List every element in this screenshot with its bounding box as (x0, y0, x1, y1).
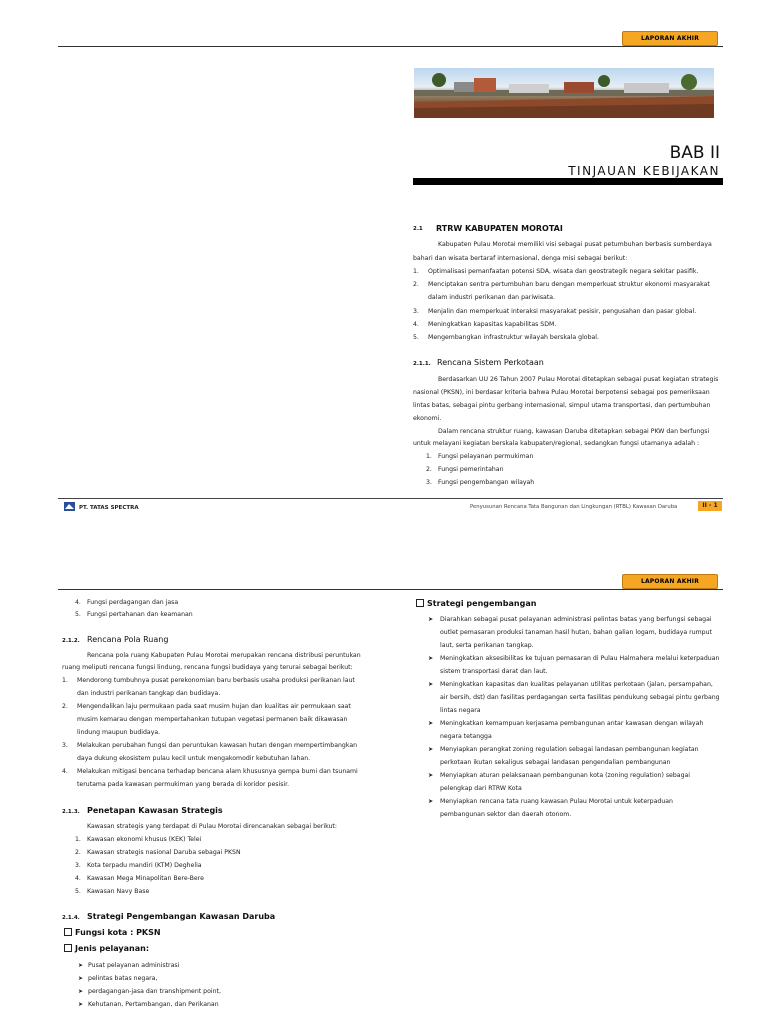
strategy-line: Diarahkan sebagai pusat pelayanan administrasi pelintas batas yang berfungsi sebagai (440, 616, 712, 623)
list-item: lindung maupun budidaya. (77, 729, 161, 736)
paragraph-line: nasional (PKSN), ini berdasar kriteria bahwa Pulau Morotai berpotensi sebagai pos pemeriksaan (413, 389, 710, 396)
strategy-line: Menyiapkan aturan pelaksanaan pembangunan kota (zoning regulation) sebagai (440, 772, 691, 779)
list-item: dalam industri perikanan dan pariwisata. (428, 294, 556, 301)
header-rule (58, 46, 723, 47)
bullet-text: pelintas batas negara, (88, 975, 158, 982)
arrow-bullet-icon: ➤ (428, 720, 434, 727)
subsection-title: Rencana Pola Ruang (87, 635, 169, 644)
function-heading (64, 928, 161, 937)
header-photo (414, 68, 714, 118)
list-item: Mendorong tumbuhnya pusat perekonomian baru berbasis usaha produksi perikanan laut (77, 677, 355, 684)
list-item: Mengendalikan laju permukaan pada saat musim hujan dan kualitas air permukaan saat (77, 703, 351, 710)
list-number: 4. (75, 599, 81, 606)
list-item: Kawasan Mega Minapolitan Bere-Bere (87, 875, 204, 882)
list-item: terutama pada kawasan permukiman yang berada di koridor pesisir. (77, 781, 290, 788)
strategy-heading (416, 599, 536, 608)
list-item: Fungsi pelayanan permukiman (438, 453, 534, 460)
chapter-bar (413, 178, 723, 185)
list-item: Fungsi pengembangan wilayah (438, 479, 535, 486)
list-number: 5. (75, 888, 81, 895)
strategy-line: pelengkap dari RTRW Kota (440, 785, 522, 792)
subsection-title: Strategi Pengembangan Kawasan Daruba (87, 912, 276, 921)
list-item: Fungsi pemerintahan (438, 466, 504, 473)
section-number: 2.1 (413, 226, 423, 232)
arrow-bullet-icon: ➤ (428, 746, 434, 753)
list-item: Fungsi pertahanan dan keamanan (87, 611, 193, 618)
strategy-line: lintas negara (440, 707, 481, 714)
paragraph-line: ekonomi. (413, 415, 442, 422)
paragraph-line: Rencana pola ruang Kabupaten Pulau Morotai merupakan rencana distribusi peruntukan (87, 652, 361, 659)
strategy-line: Menyiapkan rencana tata ruang kawasan Pulau Morotai untuk keterpaduan (440, 798, 673, 805)
bullet-item (78, 975, 157, 983)
bullet-item (78, 1001, 219, 1009)
list-item: Kota terpadu mandiri (KTM) Deghelia (87, 862, 202, 869)
paragraph-line: Kawasan strategis yang terdapat di Pulau Morotai direncanakan sebagai berikut: (87, 823, 337, 830)
landscape-image (414, 68, 714, 118)
strategy-line: Meningkatkan kapasitas dan kualitas pelayanan utilitas perkotaan (jalan, persampahan, (440, 681, 713, 688)
list-item: Melakukan mitigasi bencana terhadap bencana alam khususnya gempa bumi dan tsunami (77, 768, 358, 775)
list-number: 3. (413, 308, 419, 315)
list-number: 2. (75, 849, 81, 856)
strategy-line: Menyiapkan perangkat zoning regulation sebagai landasan pembangunan kegiatan (440, 746, 699, 753)
list-item: Menjalin dan memperkuat interaksi masyarakat pesisir, pengusahan dan pasar global. (428, 308, 697, 315)
report-badge: LAPORAN AKHIR (622, 574, 718, 589)
paragraph-line: lintas batas, sebagai pintu gerbang internasional, simpul utama transportasi, dan pertumbuhan (413, 402, 711, 409)
service-heading (64, 944, 149, 953)
bullet-item (78, 988, 221, 996)
paragraph-line: untuk melayani kegiatan berskala kabupaten/regional, sedangkan fungsi utamanya adalah : (413, 440, 700, 447)
list-number: 1. (75, 836, 81, 843)
list-number: 3. (426, 479, 432, 486)
company-logo-icon (64, 502, 75, 511)
strategy-line: air bersih, dst) dan fasilitas perdagangan serta fasilitas pendukung sebagai pintu gerbang (440, 694, 720, 701)
footer-document-title: Penyusunan Rencana Tata Bangunan dan Lingkungan (RTBL) Kawasan Daruba (470, 504, 678, 510)
list-item: Meningkatkan kapasitas kapabilitas SDM. (428, 321, 557, 328)
list-number: 2. (426, 466, 432, 473)
list-number: 3. (75, 862, 81, 869)
bullet-text: Pusat pelayanan administrasi (88, 962, 180, 969)
subsection-title: Penetapan Kawasan Strategis (87, 806, 223, 815)
strategy-line: laut, serta perikanan tangkap. (440, 642, 534, 649)
strategy-line: Meningkatkan kemampuan kerjasama pembangunan antar kawasan dengan wilayah (440, 720, 704, 727)
chapter-title: BAB II (669, 143, 720, 163)
paragraph-line: Dalam rencana struktur ruang, kawasan Daruba ditetapkan sebagai PKW dan berfungsi (438, 428, 710, 435)
bullet-text: Kehutanan, Pertambangan, dan Perikanan (88, 1001, 219, 1008)
list-item: Menciptakan sentra pertumbuhan baru dengan memperkuat struktur ekonomi masyarakat (428, 281, 710, 288)
list-item: Fungsi perdagangan dan jasa (87, 599, 179, 606)
service-label: Jenis pelayanan: (75, 944, 150, 953)
arrow-bullet-icon: ➤ (78, 962, 84, 969)
list-item: Kawasan strategis nasional Daruba sebagai PKSN (87, 849, 241, 856)
strategy-line: perkotaan ikutan sekaligus sebagai landasan pengendalian pembangunan (440, 759, 671, 766)
arrow-bullet-icon: ➤ (428, 655, 434, 662)
list-item: Kawasan Navy Base (87, 888, 150, 895)
subsection-number: 2.1.4. (62, 915, 80, 921)
subsection-number: 2.1.2. (62, 638, 80, 644)
arrow-bullet-icon: ➤ (78, 975, 84, 982)
paragraph-line: Kabupaten Pulau Morotai memiliki visi sebagai pusat petumbuhan berbasis sumberdaya (438, 241, 712, 248)
list-number: 1. (413, 268, 419, 275)
bullet-item (78, 962, 179, 970)
list-item: musim kemarau dengan mempertahankan tutupan vegetasi permanen baik dikawasan (77, 716, 348, 723)
list-number: 3. (62, 742, 68, 749)
checkbox-icon (64, 944, 72, 952)
strategy-line: sistem transportasi darat dan laut. (440, 668, 548, 675)
report-badge: LAPORAN AKHIR (622, 31, 718, 46)
arrow-bullet-icon: ➤ (428, 681, 434, 688)
list-item: dan industri perikanan tangkap dan budidaya. (77, 690, 221, 697)
checkbox-icon (64, 928, 72, 936)
strategy-line: Meningkatkan aksesibilitas ke tujuan pemasaran di Pulau Halmahera melalui keterpaduan (440, 655, 720, 662)
list-number: 1. (426, 453, 432, 460)
list-number: 5. (413, 334, 419, 341)
company-name: PT. TATAS SPECTRA (79, 505, 139, 511)
arrow-bullet-icon: ➤ (428, 798, 434, 805)
list-item: Optimalisasi pemanfaatan potensi SDA, wisata dan geostrategik negara sekitar pasifik. (428, 268, 699, 275)
chapter-subtitle: TINJAUAN KEBIJAKAN (568, 164, 720, 178)
arrow-bullet-icon: ➤ (78, 1001, 84, 1008)
arrow-bullet-icon: ➤ (78, 988, 84, 995)
subsection-number: 2.1.3. (62, 809, 80, 815)
page-number: II - 1 (698, 501, 722, 511)
strategy-line: outlet pemasaran produksi tanaman hasil hutan, bahan galian logam, budidaya rumput (440, 629, 712, 636)
strategy-line: pembangunan sektor dan daerah otonom. (440, 811, 572, 818)
footer-rule (58, 498, 723, 499)
subsection-title: Rencana Sistem Perkotaan (437, 358, 544, 367)
strategy-line: negara tetangga (440, 733, 492, 740)
bullet-text: perdagangan-jasa dan transhipment point, (88, 988, 221, 995)
list-item: Melakukan perubahan fungsi dan peruntukan kawasan hutan dengan mempertimbangkan (77, 742, 358, 749)
list-number: 2. (62, 703, 68, 710)
list-item: Mengembangkan infrastruktur wilayah berskala global. (428, 334, 599, 341)
arrow-bullet-icon: ➤ (428, 772, 434, 779)
list-item: Kawasan ekonomi khusus (KEK) Telei (87, 836, 202, 843)
section-title: RTRW KABUPATEN MOROTAI (436, 224, 563, 233)
arrow-bullet-icon: ➤ (428, 616, 434, 623)
paragraph-line: bahari dan wisata bertaraf internasional, denga misi sebagai berikut: (413, 255, 628, 262)
paragraph-line: ruang meliputi rencana fungsi lindung, rencana fungsi budidaya yang terurai sebagai berikut: (62, 664, 353, 671)
strategy-label: Strategi pengembangan (427, 599, 537, 608)
list-number: 2. (413, 281, 419, 288)
paragraph-line: Berdasarkan UU 26 Tahun 2007 Pulau Morotai ditetapkan sebagai pusat kegiatan strategis (438, 376, 719, 383)
list-number: 4. (75, 875, 81, 882)
list-number: 4. (413, 321, 419, 328)
list-number: 5. (75, 611, 81, 618)
list-item: daya dukung ekosistem pulau kecil untuk mengakomodir kebutuhan lahan. (77, 755, 311, 762)
list-number: 4. (62, 768, 68, 775)
function-label: Fungsi kota : PKSN (75, 928, 161, 937)
header-rule (58, 589, 723, 590)
list-number: 1. (62, 677, 68, 684)
subsection-number: 2.1.1. (413, 361, 431, 367)
checkbox-icon (416, 599, 424, 607)
